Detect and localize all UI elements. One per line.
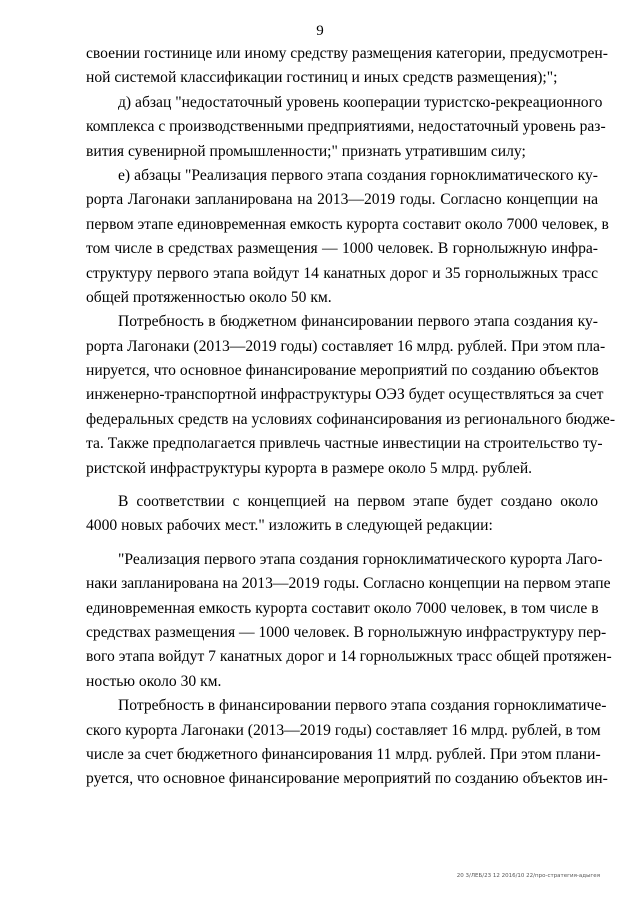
text-line: числе за счет бюджетного финансирования 11 млрд. рублей. При этом плани- [86, 745, 601, 763]
text-line: федеральных средств на условиях софинансирования из регионального бюдже- [86, 410, 616, 428]
text-line: д) абзац "недостаточный уровень кооперации туристско-рекреационного [118, 93, 603, 111]
text-line: структуру первого этапа войдут 14 канатных дорог и 35 горнолыжных трасс [86, 264, 598, 282]
text-line: та. Также предполагается привлечь частные инвестиции на строительство ту- [86, 435, 603, 453]
text-line: комплекса с производственными предприятиями, недостаточный уровень раз- [86, 118, 606, 136]
paragraph [86, 91, 606, 164]
paragraph [86, 694, 608, 792]
text-line: общей протяженностью около 50 км. [86, 288, 332, 306]
text-line: вого этапа войдут 7 канатных дорог и 14 горнолыжных трасс общей протяжен- [86, 648, 612, 666]
paragraph [86, 164, 609, 310]
text-line: единовременная емкость курорта составит около 7000 человек, в том числе в [86, 599, 599, 617]
text-line: 4000 новых рабочих мест." изложить в следующей редакции: [86, 517, 493, 535]
text-line: рорта Лагонаки (2013—2019 годы) составляет 16 млрд. рублей. При этом пла- [86, 337, 606, 355]
text-line: Потребность в финансировании первого этапа создания горноклиматиче- [118, 697, 607, 715]
text-line: ристской инфраструктуры курорта в размере около 5 млрд. рублей. [86, 459, 533, 477]
paragraph [86, 548, 612, 694]
text-line: ной системой классификации гостиниц и иных средств размещения);"; [86, 69, 558, 87]
text-line: нируется, что основное финансирование мероприятий по созданию объектов [86, 362, 599, 380]
text-line: "Реализация первого этапа создания горноклиматического курорта Лаго- [118, 550, 603, 568]
text-line: Потребность в бюджетном финансировании первого этапа создания ку- [118, 313, 598, 331]
text-line: первом этапе единовременная емкость курорта составит около 7000 человек, в [86, 215, 609, 233]
text-line: ностью около 30 км. [86, 672, 222, 690]
text-line: наки запланирована на 2013—2019 годы. Согласно концепции на первом этапе [86, 575, 611, 593]
page-number: 9 [316, 23, 324, 39]
document-body [86, 42, 616, 792]
text-line: инженерно-транспортной инфраструктуры ОЭЗ будет осуществляться за счет [86, 386, 604, 404]
text-line: руется, что основное финансирование мероприятий по созданию объектов ин- [86, 770, 608, 788]
paragraph [86, 42, 608, 91]
text-line: вития сувенирной промышленности;" признать утратившим силу; [86, 142, 526, 160]
text-line: том числе в средствах размещения — 1000 человек. В горнолыжную инфра- [86, 240, 598, 258]
paragraph-gap [86, 539, 598, 548]
text-line: рорта Лагонаки запланирована на 2013—2019 годы. Согласно концепции на [86, 191, 598, 209]
text-line: ского курорта Лагонаки (2013—2019 годы) составляет 16 млрд. рублей, в том [86, 721, 601, 739]
text-line: средствах размещения — 1000 человек. В горнолыжную инфраструктуру пер- [86, 623, 607, 641]
text-line: В соответствии с концепцией на первом этапе будет создано около [118, 493, 598, 511]
text-line: е) абзацы "Реализация первого этапа создания горноклиматического ку- [118, 166, 598, 184]
text-line: своении гостинице или иному средству размещения категории, предусмотрен- [86, 45, 608, 62]
paragraph [86, 310, 616, 481]
paragraph [86, 490, 598, 539]
paragraph-gap [86, 481, 598, 490]
footer-document-code: 20 3/ЛЕБ/23 12 2016/10 22/про-стратегия-адыгея [456, 873, 600, 879]
